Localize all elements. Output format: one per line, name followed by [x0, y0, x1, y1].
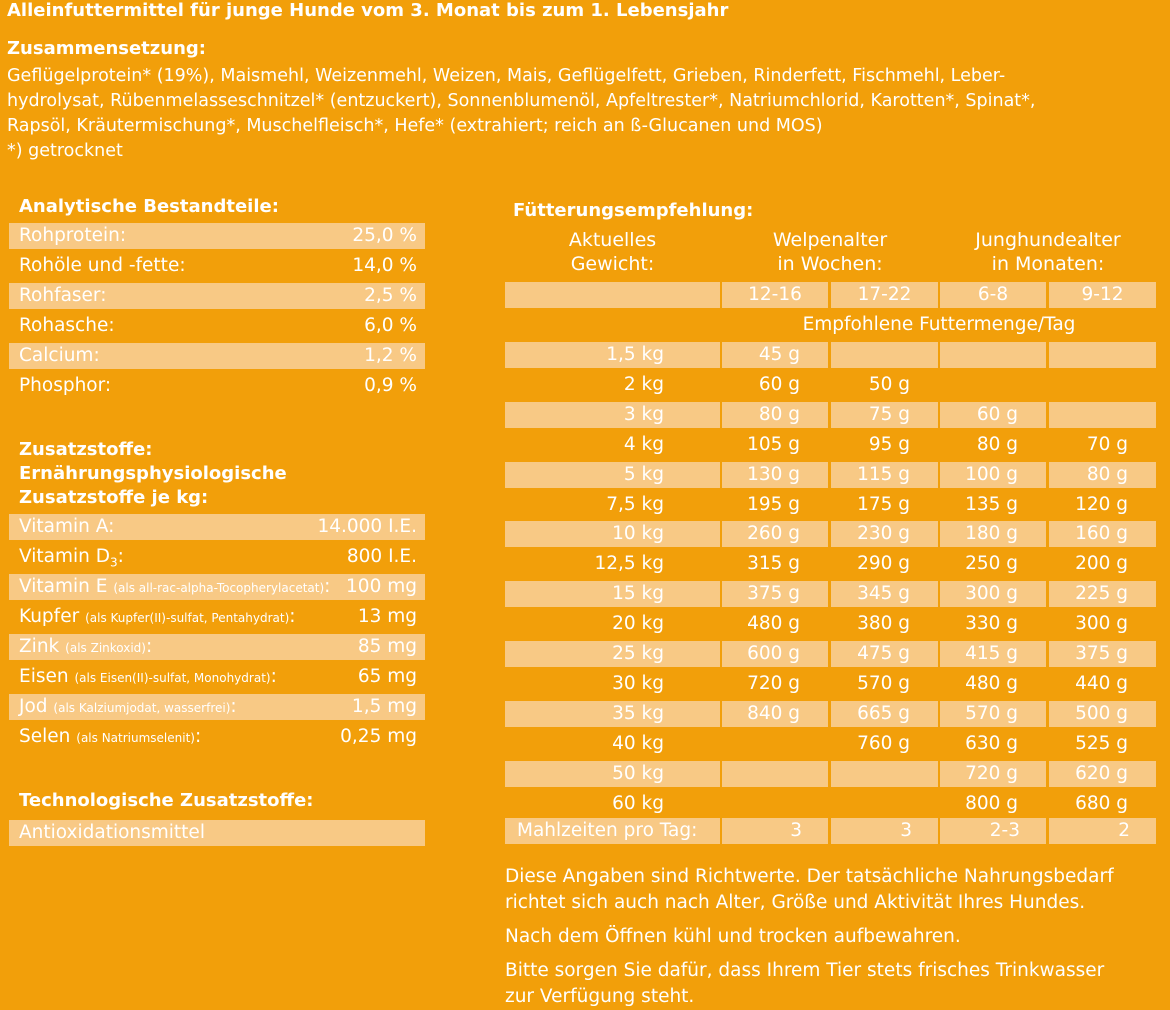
- feeding-amount-cell: [1049, 791, 1156, 817]
- feeding-amount-cell: [940, 791, 1046, 817]
- weight-value: 12,5 kg: [594, 553, 664, 574]
- meals-value: 3: [790, 820, 802, 841]
- feeding-amount-cell: [722, 462, 828, 488]
- additive-colon: :: [194, 726, 202, 747]
- meals-label: Mahlzeiten pro Tag:: [517, 820, 698, 841]
- additive-label: [19, 694, 237, 721]
- additive-label: [19, 514, 114, 540]
- feeding-amount-cell: [831, 342, 938, 368]
- header-young-age: [940, 228, 1156, 276]
- additive-colon: :: [230, 696, 237, 717]
- additive-colon: :: [289, 606, 296, 627]
- analytical-label: Rohöle und -fette:: [19, 255, 186, 276]
- weight-value: 15 kg: [612, 583, 664, 604]
- weight-value: 25 kg: [612, 643, 664, 664]
- feeding-amount: 175 g: [857, 494, 910, 515]
- feeding-amount-cell: [722, 432, 828, 458]
- feeding-amount: 415 g: [965, 643, 1018, 664]
- note-line: Bitte sorgen Sie dafür, dass Ihrem Tier stets frisches Trinkwasser: [505, 960, 1105, 981]
- weight-cell: [505, 342, 720, 368]
- note-line: richtet sich auch nach Alter, Größe und Aktivität Ihres Hundes.: [505, 892, 1086, 913]
- feeding-amount: 500 g: [1075, 703, 1128, 724]
- weight-value: 7,5 kg: [606, 494, 664, 515]
- feeding-amount-cell: [940, 521, 1046, 547]
- weight-cell: [505, 521, 720, 547]
- feeding-title: Fütterungsempfehlung:: [513, 200, 754, 221]
- analytical-label: Calcium:: [19, 345, 100, 366]
- feeding-amount: 375 g: [747, 583, 800, 604]
- additive-value: 85 mg: [357, 636, 417, 657]
- additive-subscript: 3: [110, 555, 118, 570]
- composition-footnote: *) getrocknet: [7, 141, 123, 161]
- feeding-amount: 60 g: [758, 374, 800, 395]
- feeding-amount-cell: [1049, 521, 1156, 547]
- feeding-amount: 570 g: [965, 703, 1018, 724]
- additive-name: Vitamin A:: [19, 516, 115, 537]
- additive-note: (als Natriumselenit): [76, 731, 195, 745]
- feeding-amount: 70 g: [1086, 434, 1128, 455]
- additive-name: Kupfer: [19, 606, 80, 627]
- feeding-amount: 250 g: [965, 553, 1018, 574]
- additive-value: 13 mg: [357, 606, 417, 627]
- feeding-amount: 760 g: [857, 733, 910, 754]
- additive-value: 0,25 mg: [340, 726, 417, 747]
- weight-value: 60 kg: [612, 793, 664, 814]
- feeding-amount-cell: [1049, 641, 1156, 667]
- weight-value: 5 kg: [623, 464, 664, 485]
- feeding-amount-cell: [722, 701, 828, 727]
- additive-label: [19, 634, 152, 661]
- feeding-amount-cell: [940, 432, 1046, 458]
- analytical-value: 25,0 %: [352, 225, 417, 246]
- feeding-amount-cell: [722, 731, 828, 757]
- analytical-label: Rohprotein:: [19, 225, 127, 246]
- additive-label: [19, 544, 124, 576]
- feeding-amount-cell: [940, 641, 1046, 667]
- additives-title-line: Zusatzstoffe:: [19, 439, 153, 460]
- header-weight: [505, 228, 720, 276]
- feeding-amount: 195 g: [747, 494, 800, 515]
- feeding-amount: 720 g: [965, 763, 1018, 784]
- feeding-amount: 300 g: [1075, 613, 1128, 634]
- meals-value: 2-3: [989, 820, 1020, 841]
- feeding-amount: 600 g: [747, 643, 800, 664]
- feeding-amount: 480 g: [965, 673, 1018, 694]
- additive-value: 1,5 mg: [351, 696, 417, 717]
- additive-colon: :: [270, 666, 277, 687]
- meals-cell: [940, 818, 1046, 844]
- additive-label: [19, 724, 201, 751]
- note-line: Diese Angaben sind Richtwerte. Der tatsächliche Nahrungsbedarf: [505, 866, 1114, 887]
- feeding-amount-cell: [831, 671, 938, 697]
- feeding-amount: 630 g: [965, 733, 1018, 754]
- weight-cell: [505, 551, 720, 577]
- analytical-value: 2,5 %: [364, 285, 417, 306]
- feeding-amount: 80 g: [758, 404, 800, 425]
- header-young-line: Junghundealter: [975, 229, 1121, 251]
- header-puppy-line: Welpenalter: [772, 229, 888, 251]
- feeding-amount-cell: [722, 671, 828, 697]
- feeding-amount-cell: [831, 432, 938, 458]
- additive-colon: :: [145, 636, 153, 657]
- analytical-value: 0,9 %: [364, 375, 417, 396]
- feeding-amount-cell: [940, 342, 1046, 368]
- feeding-amount: 200 g: [1075, 553, 1128, 574]
- composition-line: Rapsöl, Kräutermischung*, Muschelfleisch*, Hefe* (extrahiert; reich an ß-Glucanen und MOS): [7, 116, 823, 136]
- meals-cell: [1049, 818, 1156, 844]
- feeding-amount-cell: [722, 581, 828, 607]
- feeding-amount: 130 g: [747, 464, 800, 485]
- meals-value: 2: [1118, 820, 1130, 841]
- feeding-amount-cell: [831, 402, 938, 428]
- feeding-amount: 115 g: [857, 464, 910, 485]
- feeding-amount: 290 g: [857, 553, 910, 574]
- composition-title: Zusammensetzung:: [7, 38, 206, 59]
- meals-value: 3: [900, 820, 912, 841]
- header-puppy-line: in Wochen:: [777, 253, 883, 275]
- age-column-header: 17-22: [831, 282, 938, 308]
- feeding-amount-cell: [831, 492, 938, 518]
- additive-note: (als Zinkoxid): [65, 641, 146, 655]
- weight-cell: [505, 492, 720, 518]
- additive-note: (als Kupfer(II)-sulfat, Pentahydrat): [85, 611, 290, 625]
- feeding-amount-cell: [831, 521, 938, 547]
- analytical-label: Rohfaser:: [19, 285, 107, 306]
- additive-note: (als Kalziumjodat, wasserfrei): [53, 701, 231, 715]
- feeding-amount-cell: [722, 372, 828, 398]
- feeding-amount: 480 g: [747, 613, 800, 634]
- feeding-amount-cell: [722, 761, 828, 787]
- weight-value: 4 kg: [623, 434, 664, 455]
- feeding-amount: 380 g: [857, 613, 910, 634]
- feeding-amount: 105 g: [747, 434, 800, 455]
- feeding-amount-cell: [940, 372, 1046, 398]
- header-young-line: in Monaten:: [991, 253, 1105, 275]
- note-line: Nach dem Öffnen kühl und trocken aufbewahren.: [505, 926, 961, 947]
- additives-title-line: Ernährungsphysiologische: [19, 463, 287, 484]
- feeding-amount: 230 g: [857, 523, 910, 544]
- additive-name: Vitamin E: [19, 576, 108, 597]
- weight-value: 3 kg: [623, 404, 664, 425]
- age-column-header: 9-12: [1049, 282, 1156, 308]
- feeding-amount-cell: [831, 372, 938, 398]
- feeding-amount: 60 g: [976, 404, 1018, 425]
- feeding-amount: 75 g: [868, 404, 910, 425]
- feeding-amount-cell: [722, 342, 828, 368]
- feeding-amount-cell: [1049, 701, 1156, 727]
- additive-label: [19, 664, 277, 691]
- additive-label: [19, 604, 296, 631]
- feeding-amount: 300 g: [965, 583, 1018, 604]
- feeding-amount: 525 g: [1075, 733, 1128, 754]
- feeding-amount-cell: [831, 731, 938, 757]
- weight-value: 30 kg: [612, 673, 664, 694]
- analytical-title: Analytische Bestandteile:: [19, 196, 279, 217]
- weight-cell: [505, 372, 720, 398]
- age-header-blank: [505, 282, 720, 308]
- feeding-amount-cell: [831, 462, 938, 488]
- weight-value: 35 kg: [612, 703, 664, 724]
- analytical-value: 1,2 %: [364, 345, 417, 366]
- weight-cell: [505, 731, 720, 757]
- weight-cell: [505, 761, 720, 787]
- weight-cell: [505, 581, 720, 607]
- feeding-amount-cell: [940, 462, 1046, 488]
- feeding-amount: 225 g: [1075, 583, 1128, 604]
- feeding-amount-cell: [940, 731, 1046, 757]
- feeding-amount-cell: [831, 791, 938, 817]
- additive-name: Vitamin D: [19, 546, 110, 567]
- weight-value: 40 kg: [612, 733, 664, 754]
- weight-value: 1,5 kg: [606, 344, 664, 365]
- feeding-amount-cell: [1049, 611, 1156, 637]
- weight-cell: [505, 701, 720, 727]
- feeding-amount: 260 g: [747, 523, 800, 544]
- feeding-amount-cell: [722, 521, 828, 547]
- feeding-amount: 330 g: [965, 613, 1018, 634]
- feeding-amount: 50 g: [868, 374, 910, 395]
- feeding-amount-cell: [1049, 342, 1156, 368]
- weight-cell: [505, 671, 720, 697]
- feeding-amount-cell: [722, 402, 828, 428]
- additive-note: (als all-rac-alpha-Tocopherylacetat): [113, 581, 325, 595]
- weight-cell: [505, 641, 720, 667]
- additives-title-line: Zusatzstoffe je kg:: [19, 487, 209, 508]
- additive-value: 800 I.E.: [346, 546, 417, 567]
- feeding-amount: 800 g: [965, 793, 1018, 814]
- product-headline: Alleinfuttermittel für junge Hunde vom 3. Monat bis zum 1. Lebensjahr: [7, 0, 729, 21]
- feeding-amount-cell: [1049, 761, 1156, 787]
- feeding-amount-cell: [940, 611, 1046, 637]
- additive-name: Selen: [19, 726, 71, 747]
- feeding-amount: 475 g: [857, 643, 910, 664]
- feeding-amount-cell: [940, 581, 1046, 607]
- feeding-amount-cell: [1049, 492, 1156, 518]
- feeding-amount: 680 g: [1075, 793, 1128, 814]
- feeding-amount-cell: [831, 761, 938, 787]
- analytical-value: 6,0 %: [364, 315, 417, 336]
- analytical-label: Rohasche:: [19, 315, 115, 336]
- feeding-amount-cell: [831, 581, 938, 607]
- feeding-amount-cell: [722, 611, 828, 637]
- feeding-amount: 570 g: [857, 673, 910, 694]
- feeding-amount-cell: [1049, 462, 1156, 488]
- meals-cell: [722, 818, 828, 844]
- additive-value: 100 mg: [346, 576, 417, 597]
- feeding-amount-cell: [1049, 671, 1156, 697]
- feeding-amount-cell: [940, 701, 1046, 727]
- meals-cell: [831, 818, 938, 844]
- feeding-amount-cell: [722, 492, 828, 518]
- weight-value: 20 kg: [612, 613, 664, 634]
- age-column-header: 12-16: [722, 282, 828, 308]
- feeding-amount-cell: [1049, 372, 1156, 398]
- additive-colon: :: [324, 576, 331, 597]
- additive-name: Zink: [19, 636, 60, 657]
- meals-label-cell: [505, 818, 720, 844]
- feeding-amount-cell: [1049, 551, 1156, 577]
- header-puppy-age: [722, 228, 938, 276]
- analytical-value: 14,0 %: [352, 255, 417, 276]
- additive-note: (als Eisen(II)-sulfat, Monohydrat): [74, 671, 271, 685]
- composition-line: Geflügelprotein* (19%), Maismehl, Weizenmehl, Weizen, Mais, Geflügelfett, Grieben, Rinderfett, Fischmehl, Leber-: [7, 66, 1006, 86]
- feeding-amount: 440 g: [1075, 673, 1128, 694]
- feeding-amount-cell: [831, 551, 938, 577]
- feeding-amount-cell: [831, 701, 938, 727]
- feeding-amount-cell: [940, 551, 1046, 577]
- composition-text: [7, 64, 1157, 164]
- weight-value: 10 kg: [612, 523, 664, 544]
- feeding-amount-cell: [722, 791, 828, 817]
- feeding-amount: 315 g: [747, 553, 800, 574]
- feeding-amount: 100 g: [965, 464, 1018, 485]
- feeding-amount-cell: [940, 402, 1046, 428]
- weight-cell: [505, 462, 720, 488]
- technological-title: Technologische Zusatzstoffe:: [19, 790, 314, 811]
- feeding-amount-cell: [940, 671, 1046, 697]
- age-column-header: 6-8: [940, 282, 1046, 308]
- feeding-amount: 620 g: [1075, 763, 1128, 784]
- note-line: zur Verfügung steht.: [505, 986, 695, 1007]
- additive-value: 14.000 I.E.: [317, 516, 417, 537]
- analytical-label: Phosphor:: [19, 375, 112, 396]
- additives-title: [19, 438, 287, 510]
- feeding-amount: 135 g: [965, 494, 1018, 515]
- feeding-amount-cell: [831, 641, 938, 667]
- feeding-amount-cell: [1049, 581, 1156, 607]
- feeding-amount: 665 g: [857, 703, 910, 724]
- feeding-amount-cell: [722, 551, 828, 577]
- weight-value: 2 kg: [623, 374, 664, 395]
- feeding-amount-cell: [940, 492, 1046, 518]
- feeding-amount: 80 g: [976, 434, 1018, 455]
- feeding-amount: 720 g: [747, 673, 800, 694]
- weight-cell: [505, 791, 720, 817]
- header-weight-line: Gewicht:: [570, 253, 655, 275]
- feeding-amount-cell: [831, 611, 938, 637]
- feeding-amount: 375 g: [1075, 643, 1128, 664]
- additive-name: Eisen: [19, 666, 69, 687]
- feeding-amount: 345 g: [857, 583, 910, 604]
- feeding-amount-cell: [1049, 402, 1156, 428]
- feeding-amount-cell: [722, 641, 828, 667]
- feeding-amount: 840 g: [747, 703, 800, 724]
- technological-item: Antioxidationsmittel: [19, 822, 205, 843]
- weight-cell: [505, 611, 720, 637]
- weight-value: 50 kg: [612, 763, 664, 784]
- feeding-amount-cell: [940, 761, 1046, 787]
- feeding-amount: 160 g: [1075, 523, 1128, 544]
- feeding-amount: 120 g: [1075, 494, 1128, 515]
- additive-label: [19, 574, 330, 601]
- feeding-amount: 45 g: [758, 344, 800, 365]
- header-weight-line: Aktuelles: [568, 229, 657, 251]
- feeding-amount-cell: [1049, 432, 1156, 458]
- feeding-amount: 180 g: [965, 523, 1018, 544]
- feeding-amount: 95 g: [868, 434, 910, 455]
- weight-cell: [505, 432, 720, 458]
- additive-name: Jod: [19, 696, 48, 717]
- composition-line: hydrolysat, Rübenmelasseschnitzel* (entzuckert), Sonnenblumenöl, Apfeltrester*, Natriumchlorid, Karotten*, Spinat*,: [7, 91, 1036, 111]
- feeding-amount-cell: [1049, 731, 1156, 757]
- additive-value: 65 mg: [357, 666, 417, 687]
- feeding-subheader: Empfohlene Futtermenge/Tag: [802, 314, 1076, 335]
- weight-cell: [505, 402, 720, 428]
- feeding-amount: 80 g: [1086, 464, 1128, 485]
- additive-colon: :: [117, 546, 124, 567]
